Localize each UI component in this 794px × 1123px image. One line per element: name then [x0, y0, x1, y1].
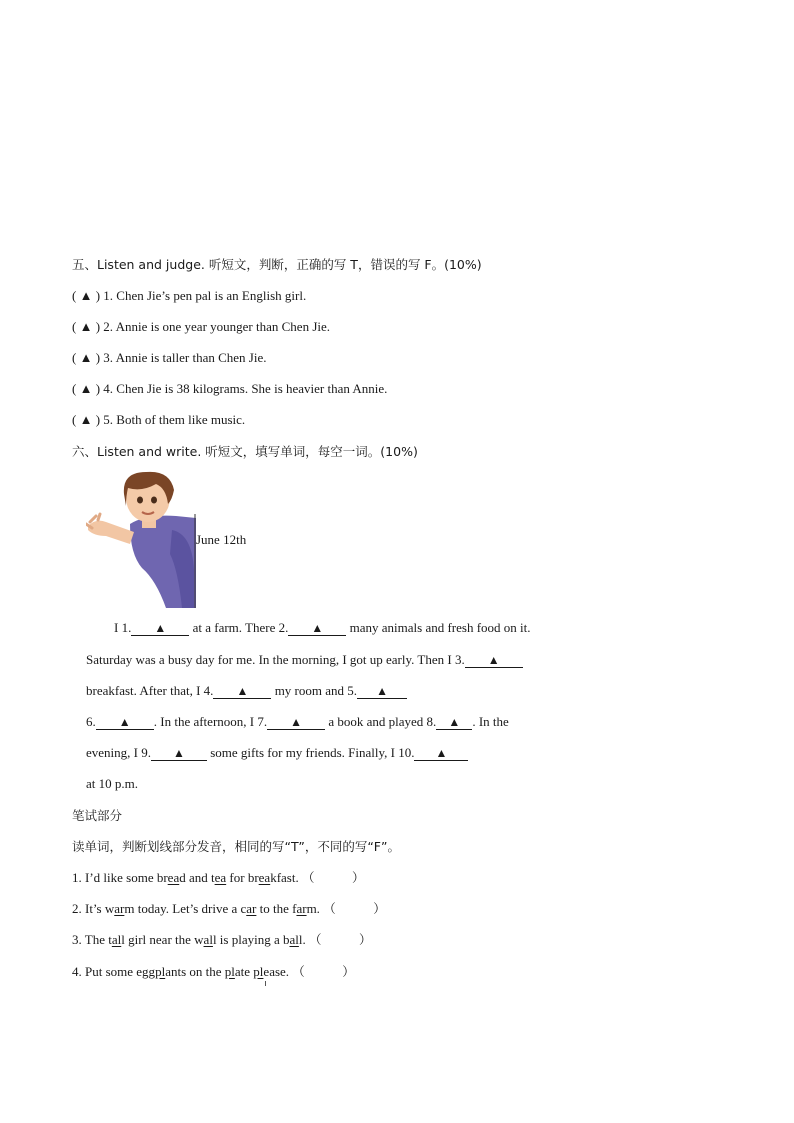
passage-line-4: 6. ▲ . In the afternoon, I 7. ▲ a book and played 8. ▲ . In the — [86, 714, 509, 729]
answer-paren[interactable]: （ ） — [323, 901, 386, 916]
answer-paren[interactable]: （ ） — [292, 964, 355, 979]
answer-mark[interactable]: ( ▲ ) — [72, 288, 101, 303]
phonics-question-1: 1. I’d like some bread and tea for breakfast. （ ） — [72, 870, 365, 885]
written-heading: 笔试部分 — [72, 808, 123, 823]
item-text: 2. Annie is one year younger than Chen Jie. — [103, 319, 331, 334]
passage-line-3: breakfast. After that, I 4. ▲ my room and 5. ▲ — [86, 683, 407, 699]
phonics-question-2: 2. It’s warm today. Let’s drive a car to the farm. （ ） — [72, 901, 386, 916]
blank-4[interactable]: ▲ — [213, 684, 271, 699]
answer-mark[interactable]: ( ▲ ) — [72, 319, 101, 334]
answer-paren[interactable]: （ ） — [309, 932, 372, 947]
written-instruction: 读单词，判断划线部分发音，相同的写“T”，不同的写“F”。 — [72, 839, 400, 854]
judge-item-3 — [72, 350, 266, 366]
blank-9[interactable]: ▲ — [151, 746, 207, 761]
phonics-question-4: 4. Put some eggplants on the plate please. （ ） — [72, 964, 355, 979]
passage-line-5: evening, I 9. ▲ some gifts for my friends. Finally, I 10. ▲ — [86, 745, 468, 761]
item-text: 3. Annie is taller than Chen Jie. — [103, 350, 267, 365]
judge-item-4 — [72, 381, 387, 397]
judge-item-1 — [72, 288, 306, 304]
blank-8[interactable]: ▲ — [436, 715, 472, 730]
section5-heading: 五、Listen and judge. 听短文，判断，正确的写 T，错误的写 F。(10%) — [72, 257, 482, 272]
passage-line-2: Saturday was a busy day for me. In the morning, I got up early. Then I 3. ▲ — [86, 652, 523, 668]
answer-mark[interactable]: ( ▲ ) — [72, 381, 101, 396]
passage-line-1: I 1. ▲ at a farm. There 2. ▲ many animals and fresh food on it. — [114, 620, 531, 635]
blank-5[interactable]: ▲ — [357, 684, 407, 699]
section6-heading: 六、Listen and write. 听短文，填写单词，每空一词。(10%) — [72, 444, 418, 459]
answer-paren[interactable]: （ ） — [301, 870, 365, 885]
item-text: 5. Both of them like music. — [103, 412, 246, 427]
judge-item-2 — [72, 319, 330, 335]
blank-7[interactable]: ▲ — [267, 715, 325, 730]
diary-date: June 12th — [196, 532, 247, 547]
item-text: 4. Chen Jie is 38 kilograms. She is heavier than Annie. — [103, 381, 388, 396]
answer-mark[interactable]: ( ▲ ) — [72, 350, 101, 365]
phonics-question-3: 3. The tall girl near the wall is playing a ball. （ ） — [72, 932, 372, 947]
blank-3[interactable]: ▲ — [465, 653, 523, 668]
passage-line-6: at 10 p.m. — [86, 776, 138, 791]
blank-2[interactable]: ▲ — [288, 621, 346, 636]
item-text: 1. Chen Jie’s pen pal is an English girl. — [103, 288, 307, 303]
judge-item-5 — [72, 412, 245, 428]
boy-illustration — [86, 470, 198, 608]
stray-mark — [265, 981, 266, 986]
blank-6[interactable]: ▲ — [96, 715, 154, 730]
blank-1[interactable]: ▲ — [131, 621, 189, 636]
blank-10[interactable]: ▲ — [414, 746, 468, 761]
answer-mark[interactable]: ( ▲ ) — [72, 412, 101, 427]
